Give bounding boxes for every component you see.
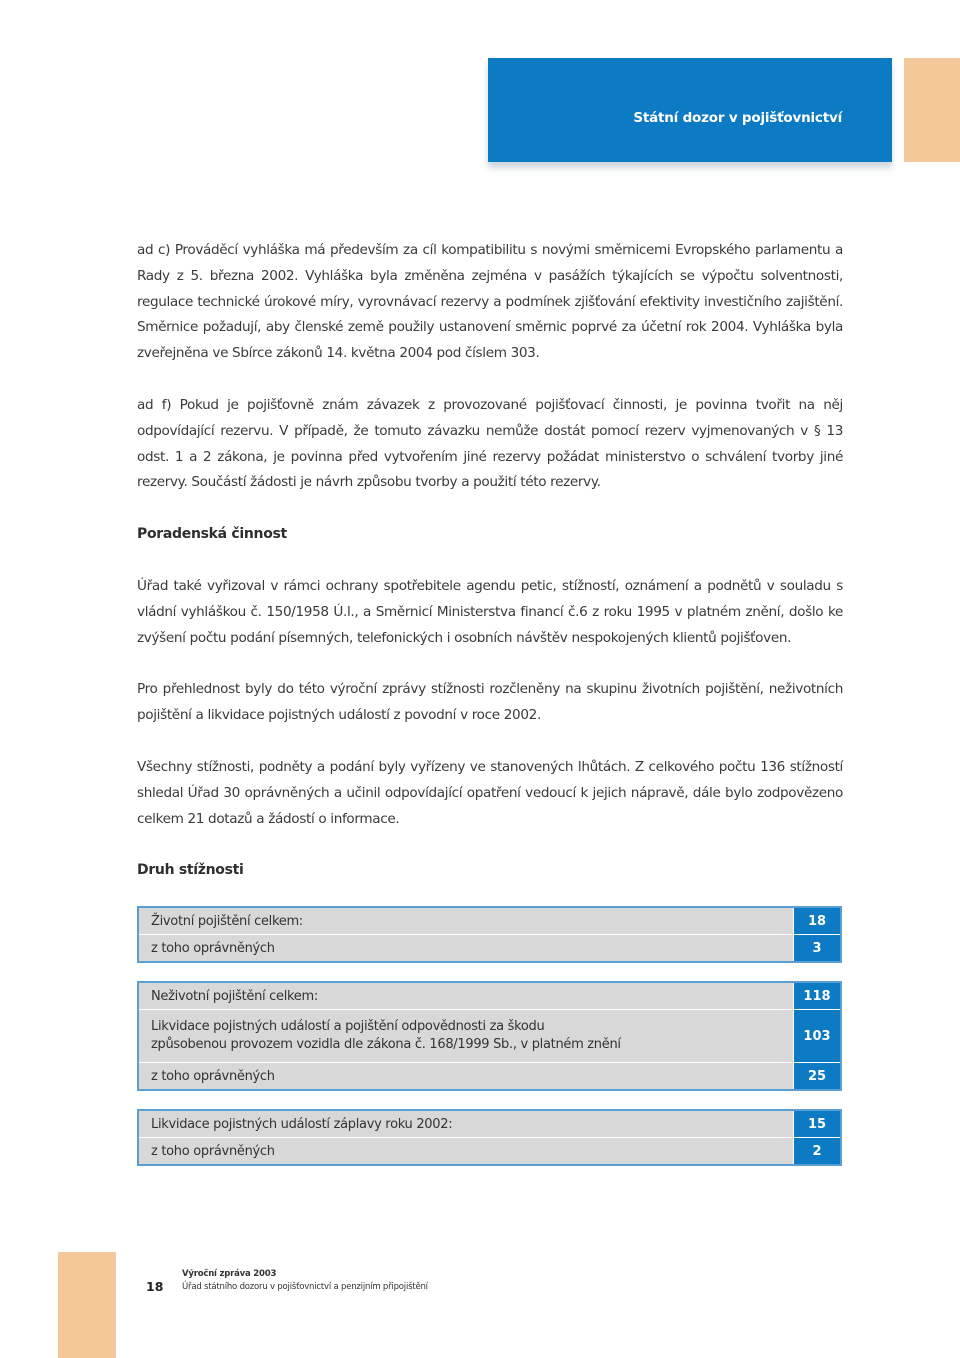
row-value: 3 [793, 935, 840, 961]
table-non-life-insurance [137, 981, 842, 1091]
row-value: 118 [793, 983, 840, 1009]
footer-subtitle: Úřad státního dozoru v pojišťovnictví a penzijním připojištění [182, 1282, 428, 1292]
paragraph-ad-f: ad f) Pokud je pojišťovně znám závazek z provozované pojišťovací činnosti, je povinna tvořit na něj odpovídající rezervu. V případě, že tomuto závazku nemůže dostát pomocí rezerv vyjmenovaných v § 13 odst. 1 a 2 zákona, je povinna před vytvořením jiné rezervy požádat ministerstvo o schválení tvorby jiné rezervy. Součástí žádosti je návrh způsobu tvorby a použití této rezervy. [137, 396, 843, 491]
paragraph-complaints-summary: Všechny stížnosti, podněty a podání byly vyřízeny ve stanovených lhůtách. Z celkového počtu 136 stížností shledal Úřad 30 oprávněných a učinil odpovídající opatření vedoucí k jejich nápravě, dále bylo zodpovězeno celkem 21 dotazů a žádostí o informace. [137, 758, 843, 827]
main-content [137, 238, 843, 1180]
table-flood-claims [137, 1109, 842, 1166]
row-value: 25 [793, 1063, 840, 1089]
table-life-insurance [137, 906, 842, 963]
paragraph-ad-c: ad c) Prováděcí vyhláška má především za cíl kompatibilitu s novými směrnicemi Evropského parlamentu a Rady z 5. března 2002. Vyhláška byla změněna zejména v pasážích týkajících se výpočtu solventnosti, regulace technické úrokové míry, vyrovnávací rezervy a podmínek zjišťování efektivity investičního zajištění. Směrnice požadují, aby členské země použily ustanovení směrnic poprvé za účetní rok 2004. Vyhláška byla zveřejněna ve Sbírce zákonů 14. května 2004 pod číslem 303. [137, 242, 843, 362]
row-label: z toho oprávněných [151, 1068, 275, 1084]
row-value: 103 [793, 1010, 840, 1062]
row-value: 15 [793, 1111, 840, 1137]
heading-druh-stiznosti: Druh stížnosti [137, 862, 244, 879]
table-row [139, 934, 840, 961]
header-title: Státní dozor v pojišťovnictví [633, 110, 842, 126]
table-row [139, 1137, 840, 1164]
footer-title: Výroční zpráva 2003 [182, 1269, 277, 1279]
row-label: z toho oprávněných [151, 940, 275, 956]
row-label: Neživotní pojištění celkem: [151, 988, 318, 1004]
corner-tab-decoration [904, 58, 960, 162]
table-row [139, 983, 840, 1009]
page-number: 18 [146, 1279, 164, 1294]
row-value: 18 [793, 908, 840, 934]
table-row [139, 1009, 840, 1062]
table-row [139, 1062, 840, 1089]
footer-tab-decoration [58, 1252, 116, 1358]
row-label [139, 1010, 793, 1062]
header-banner [488, 58, 892, 162]
paragraph-complaints-handling: Úřad také vyřizoval v rámci ochrany spotřebitele agendu petic, stížností, oznámení a podnětů v souladu s vládní vyhláškou č. 150/1958 Ú.l., a Směrnicí Ministerstva financí č.6 z roku 1995 v platném znění, došlo ke zvýšení počtu podání písemných, telefonických i osobních návštěv nespokojených klientů pojišťoven. [137, 577, 843, 646]
heading-poradenska-cinnost: Poradenská činnost [137, 526, 287, 543]
row-value: 2 [793, 1138, 840, 1164]
row-label: Životní pojištění celkem: [151, 913, 303, 929]
row-label-line: způsobenou provozem vozidla dle zákona č. 168/1999 Sb., v platném znění [151, 1037, 621, 1053]
table-row [139, 1111, 840, 1137]
table-row [139, 908, 840, 934]
row-label: z toho oprávněných [151, 1143, 275, 1159]
row-label: Likvidace pojistných událostí záplavy roku 2002: [151, 1116, 453, 1132]
paragraph-complaints-categories: Pro přehlednost byly do této výroční zprávy stížnosti rozčleněny na skupinu životních pojištění, neživotních pojištění a likvidace pojistných událostí z povodní v roce 2002. [137, 681, 843, 724]
row-label-line: Likvidace pojistných událostí a pojištění odpovědnosti za škodu [151, 1019, 545, 1035]
